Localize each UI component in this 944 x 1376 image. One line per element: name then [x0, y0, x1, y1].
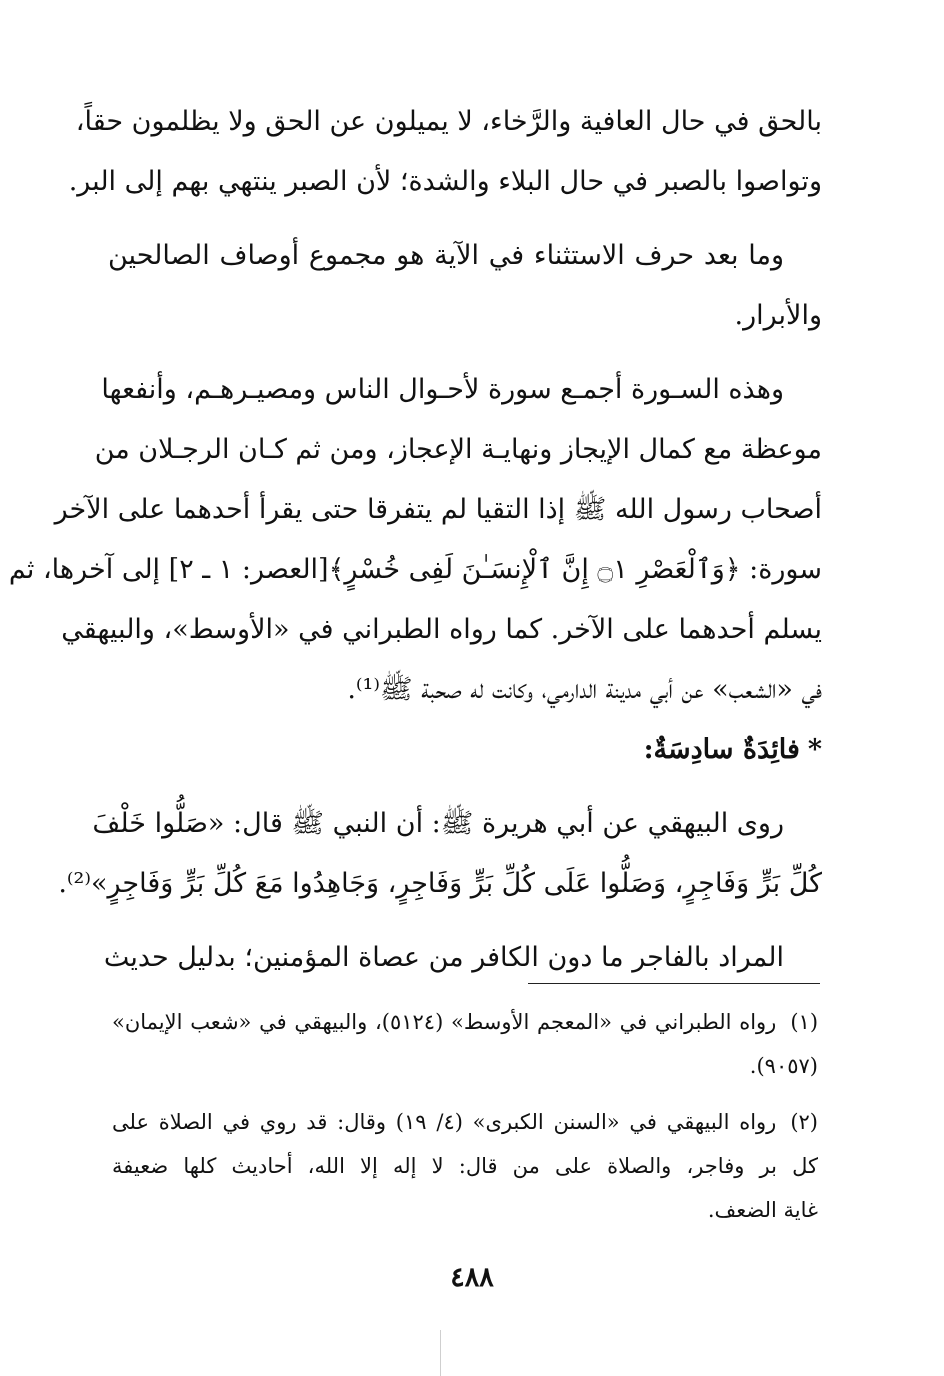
text-line: روى البيهقي عن أبي هريرة ﷺ: أن النبي ﷺ قال: «صَلُّوا خَلْفَ — [92, 808, 784, 839]
text-line: وهذه السـورة أجمـع سورة لأحـوال الناس ومصيـرهـم، وأنفعها — [101, 374, 784, 405]
text-line: موعظة مع كمال الإيجاز ونهايـة الإعجاز، ومن ثم كـان الرجـلان من — [94, 434, 822, 465]
text-line: يسلم أحدهما على الآخر. كما رواه الطبراني في «الأوسط»، والبيهقي — [61, 614, 822, 645]
footnote-divider — [528, 983, 820, 984]
main-text — [8, 92, 822, 988]
scan-edge-mark — [440, 1330, 441, 1376]
text-line: في «الشعب» عن أبي مدينة الدارمي، وكانت له صحبة ﷺ⁽¹⁾. — [347, 674, 822, 705]
footnote-text: رواه الطبراني في «المعجم الأوسط» (٥١٢٤)، والبيهقي في «شعب الإيمان» — [112, 1010, 777, 1034]
text-line: بالحق في حال العافية والرَّخاء، لا يميلون عن الحق ولا يظلمون حقاً، — [75, 106, 822, 137]
footnote-text: كل بر وفاجر، والصلاة على من قال: لا إله إلا الله، أحاديث كلها ضعيفة — [112, 1154, 818, 1178]
asterisk-icon: * — [807, 734, 822, 765]
footnotes — [112, 1000, 818, 1232]
footnote-2 — [112, 1100, 818, 1232]
text-line: كُلِّ بَرٍّ وَفَاجِرٍ، وَصَلُّوا عَلَى كُلِّ بَرٍّ وَفَاجِرٍ، وَجَاهِدُوا مَعَ كُلِّ بَرٍّ وَفَاجِرٍ»⁽²⁾. — [58, 868, 822, 899]
text-line: سورة: ﴿وَٱلْعَصْرِ ۝١ إِنَّ ٱلْإِنسَـٰنَ لَفِى خُسْرٍ﴾[العصر: ١ ـ ٢] إلى آخرها، ثم — [8, 554, 822, 585]
footnote-text: غاية الضعف. — [707, 1198, 818, 1222]
text-line: والأبرار. — [734, 300, 822, 331]
text-line: أصحاب رسول الله ﷺ إذا التقيا لم يتفرقا حتى يقرأ أحدهما على الآخر — [54, 494, 822, 525]
text-line: وتواصوا بالصبر في حال البلاء والشدة؛ لأن الصبر ينتهي بهم إلى البر. — [68, 166, 822, 197]
section-heading-text: فائِدَةٌ سادِسَةٌ: — [643, 734, 800, 765]
text-line: وما بعد حرف الاستثناء في الآية هو مجموع أوصاف الصالحين — [108, 240, 784, 271]
section-heading — [108, 720, 822, 780]
footnote-text: رواه البيهقي في «السنن الكبرى» (٤/ ١٩) وقال: قد روي في الصلاة على — [112, 1110, 777, 1134]
footnote-number: (٢) — [790, 1110, 818, 1134]
page-number: ٤٨٨ — [450, 1262, 494, 1293]
footnote-text: (٩٠٥٧). — [749, 1054, 818, 1078]
text-line: المراد بالفاجر ما دون الكافر من عصاة المؤمنين؛ بدليل حديث — [103, 942, 784, 973]
footnote-1 — [112, 1000, 818, 1088]
footnote-number: (١) — [790, 1010, 819, 1034]
